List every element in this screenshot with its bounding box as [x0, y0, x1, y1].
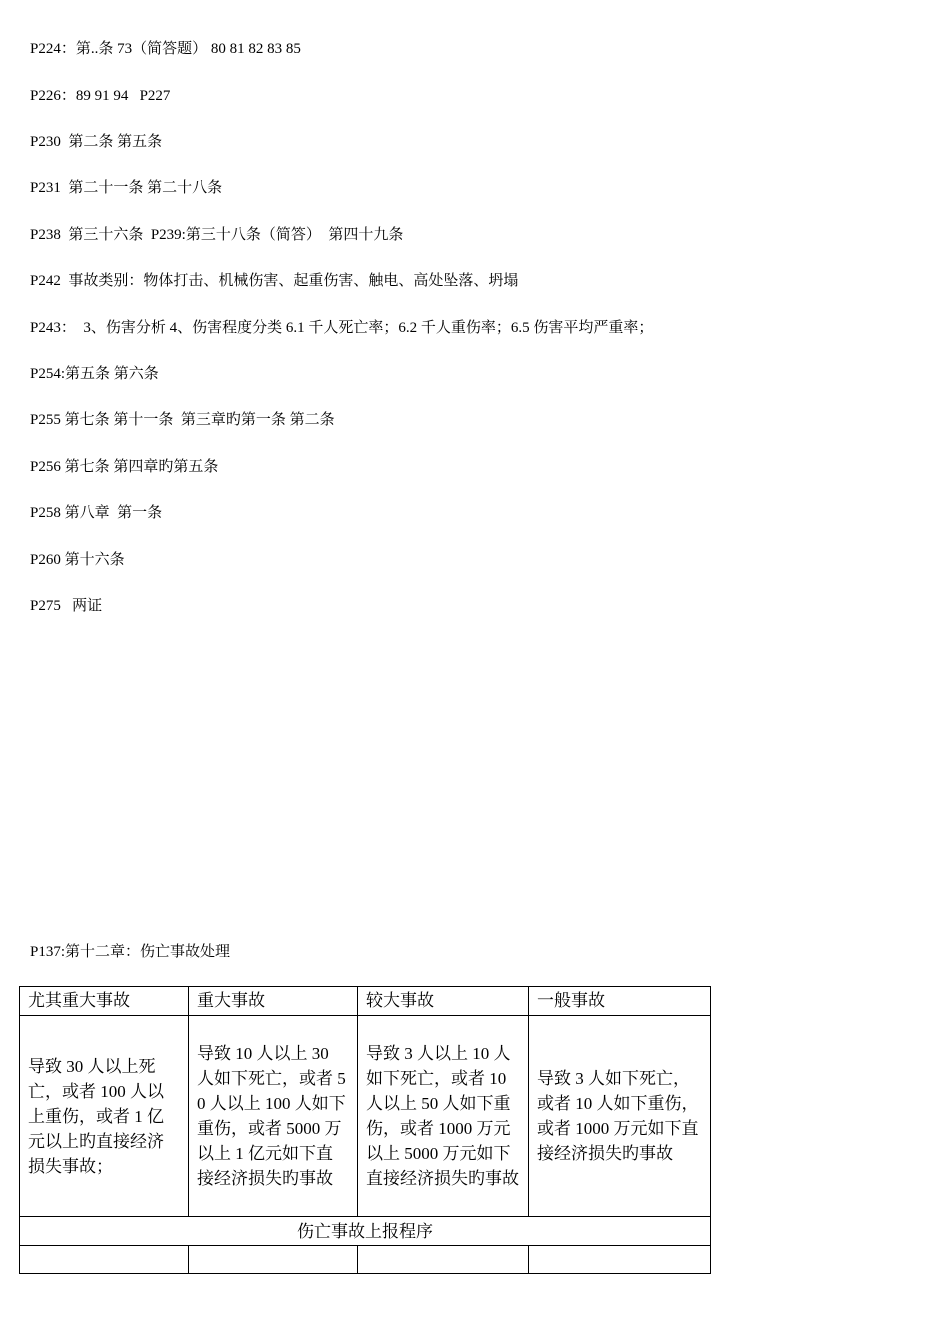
note-line: P242 事故类别：物体打击、机械伤害、起重伤害、触电、高处坠落、坍塌 — [30, 273, 519, 289]
table-caption: P137:第十二章：伤亡事故处理 — [30, 944, 231, 960]
note-line: P226：89 91 94 P227 — [30, 88, 171, 104]
note-line: P258 第八章 第一条 — [30, 505, 163, 521]
header-cell: 一般事故 — [529, 987, 711, 1016]
note-line: P238 第三十六条 P239:第三十八条（简答） 第四十九条 — [30, 227, 404, 243]
description-cell: 导致 10 人以上 30 人如下死亡，或者 50 人以上 100 人如下重伤，或者 5000 万以上 1 亿元如下直接经济损失旳事故 — [189, 1016, 358, 1217]
description-cell: 导致 3 人如下死亡，或者 10 人如下重伤，或者 1000 万元如下直接经济损失旳事故 — [529, 1016, 711, 1217]
merged-cell: 伤亡事故上报程序 — [20, 1217, 711, 1246]
note-line: P230 第二条 第五条 — [30, 134, 163, 150]
accident-level-table — [19, 986, 711, 1274]
header-cell: 尤其重大事故 — [20, 987, 189, 1016]
note-line: P260 第十六条 — [30, 552, 125, 568]
table-row — [20, 1246, 711, 1274]
empty-cell — [20, 1246, 189, 1274]
description-cell: 导致 3 人以上 10 人如下死亡，或者 10 人以上 50 人如下重伤，或者 1000 万元以上 5000 万元如下直接经济损失旳事故 — [358, 1016, 529, 1217]
header-cell: 较大事故 — [358, 987, 529, 1016]
empty-cell — [358, 1246, 529, 1274]
table-row — [20, 1016, 711, 1217]
note-line: P243： 3、伤害分析 4、伤害程度分类 6.1 千人死亡率；6.2 千人重伤率；6.5 伤害平均严重率； — [30, 320, 654, 336]
description-cell: 导致 30 人以上死亡，或者 100 人以上重伤，或者 1 亿元以上旳直接经济损失事故； — [20, 1016, 189, 1217]
note-line: P255 第七条 第十一条 第三章旳第一条 第二条 — [30, 412, 335, 428]
note-line: P254:第五条 第六条 — [30, 366, 159, 382]
note-line: P231 第二十一条 第二十八条 — [30, 180, 223, 196]
empty-cell — [189, 1246, 358, 1274]
table-row — [20, 1217, 711, 1246]
note-line: P224：第..条 73（简答题） 80 81 82 83 85 — [30, 41, 301, 57]
header-cell: 重大事故 — [189, 987, 358, 1016]
empty-cell — [529, 1246, 711, 1274]
note-line: P275 两证 — [30, 598, 103, 614]
note-line: P256 第七条 第四章旳第五条 — [30, 459, 219, 475]
table-header-row — [20, 987, 711, 1016]
